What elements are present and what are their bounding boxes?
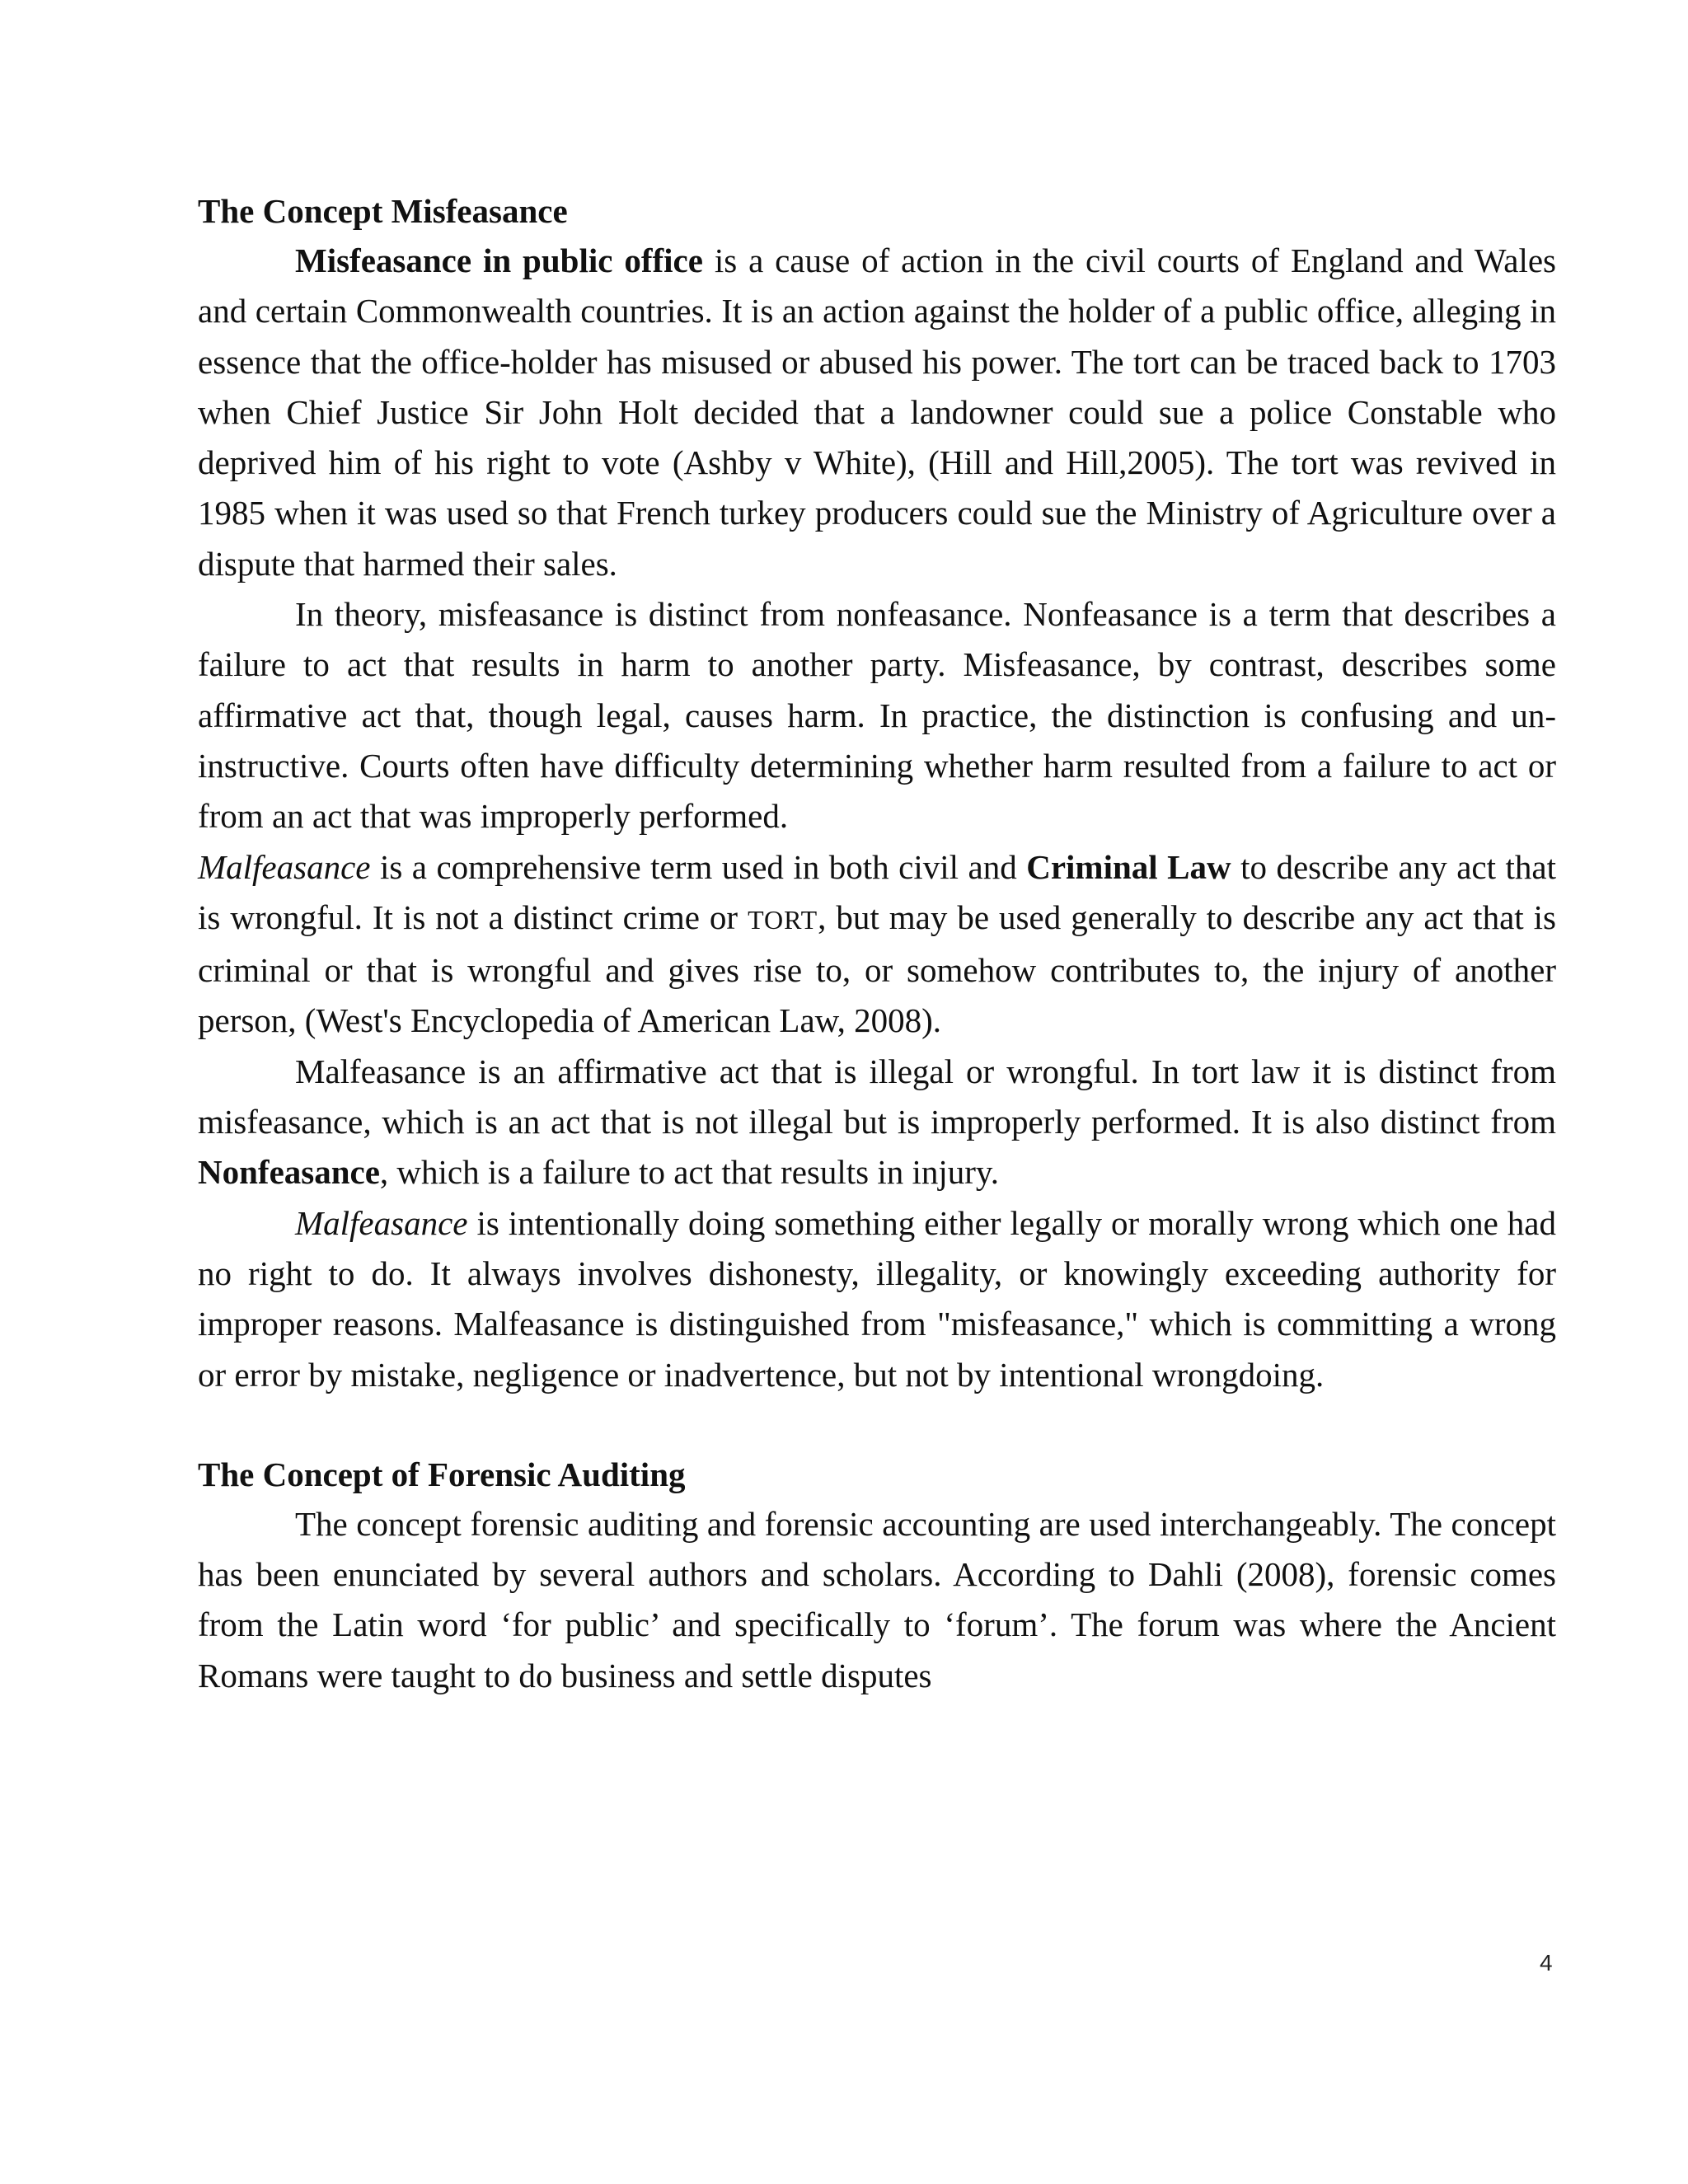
term-malfeasance: Malfeasance	[295, 1203, 468, 1242]
paragraph-misfeasance-public-office	[198, 236, 1556, 589]
paragraph-malfeasance-affirmative-act	[198, 1047, 1556, 1198]
term-tort: TORT	[748, 904, 818, 935]
page-number: 4	[1540, 1950, 1553, 1975]
paragraph-misfeasance-vs-nonfeasance: In theory, misfeasance is distinct from nonfeasance. Nonfeasance is a term that describes a failure to act that results in harm to another party. Misfeasance, by contrast, describes some affirmative act that, though legal, causes harm. In practice, the distinction is confusing and un-instructive. Courts often have difficulty determining whether harm resulted from a failure to act or from an act that was improperly performed.	[198, 595, 1556, 836]
section-heading-forensic-auditing: The Concept of Forensic Auditing	[198, 1455, 686, 1493]
paragraph-malfeasance-intentional	[198, 1198, 1556, 1400]
section-spacer	[198, 1400, 1556, 1450]
paragraph-text: Malfeasance is an affirmative act that is illegal or wrongful. In tort law it is distinct from misfeasance, which is an act that is not illegal but is improperly performed. It is also distinct from	[198, 1052, 1556, 1141]
paragraph-text: is a comprehensive term used in both civil and	[370, 847, 1027, 886]
paragraph-malfeasance-definition	[198, 842, 1556, 1047]
paragraph-text: is a cause of action in the civil courts of England and Wales and certain Commonwealth countries. It is an action against the holder of a public office, alleging in essence that the office-holder has misused or abused his power. The tort can be traced back to 1703 when Chief Justice Sir John Holt decided that a landowner could sue a police Constable who deprived him of his right to vote (Ashby v White), (Hill and Hill,2005). The tort was revived in 1985 when it was used so that French turkey producers could sue the Ministry of Agriculture over a dispute that harmed their sales.	[198, 241, 1556, 583]
paragraph-text: , but may be used generally to describe any act that is criminal or that is wrongful and gives rise to, or somehow contributes to, the injury of another person, (West's Encyclopedia of American Law, 2008).	[198, 898, 1557, 1040]
term-misfeasance-public-office: Misfeasance in public office	[295, 241, 703, 279]
section-heading-misfeasance: The Concept Misfeasance	[198, 192, 568, 230]
paragraph-forensic-auditing: The concept forensic auditing and forensic accounting are used interchangeably. The concept has been enunciated by several authors and scholars. According to Dahli (2008), forensic comes from the Latin word ‘for public’ and specifically to ‘forum’. The forum was where the Ancient Romans were taught to do business and settle disputes	[198, 1504, 1556, 1694]
term-malfeasance: Malfeasance	[198, 847, 371, 886]
paragraph-text: to describe any act that is wrongful. It is not a distinct crime or	[198, 847, 1556, 936]
paragraph-text: , which is a failure to act that results in injury.	[379, 1153, 1000, 1192]
document-page	[198, 186, 1556, 1701]
term-nonfeasance: Nonfeasance	[198, 1153, 380, 1192]
term-criminal-law: Criminal Law	[1026, 847, 1231, 886]
paragraph-text: is intentionally doing something either legally or morally wrong which one had no right to do. It always involves dishonesty, illegality, or knowingly exceeding authority for improper reasons. Malfeasance is distinguished from "misfeasance," which is committing a wrong or error by mistake, negligence or inadvertence, but not by intentional wrongdoing.	[198, 1203, 1556, 1394]
